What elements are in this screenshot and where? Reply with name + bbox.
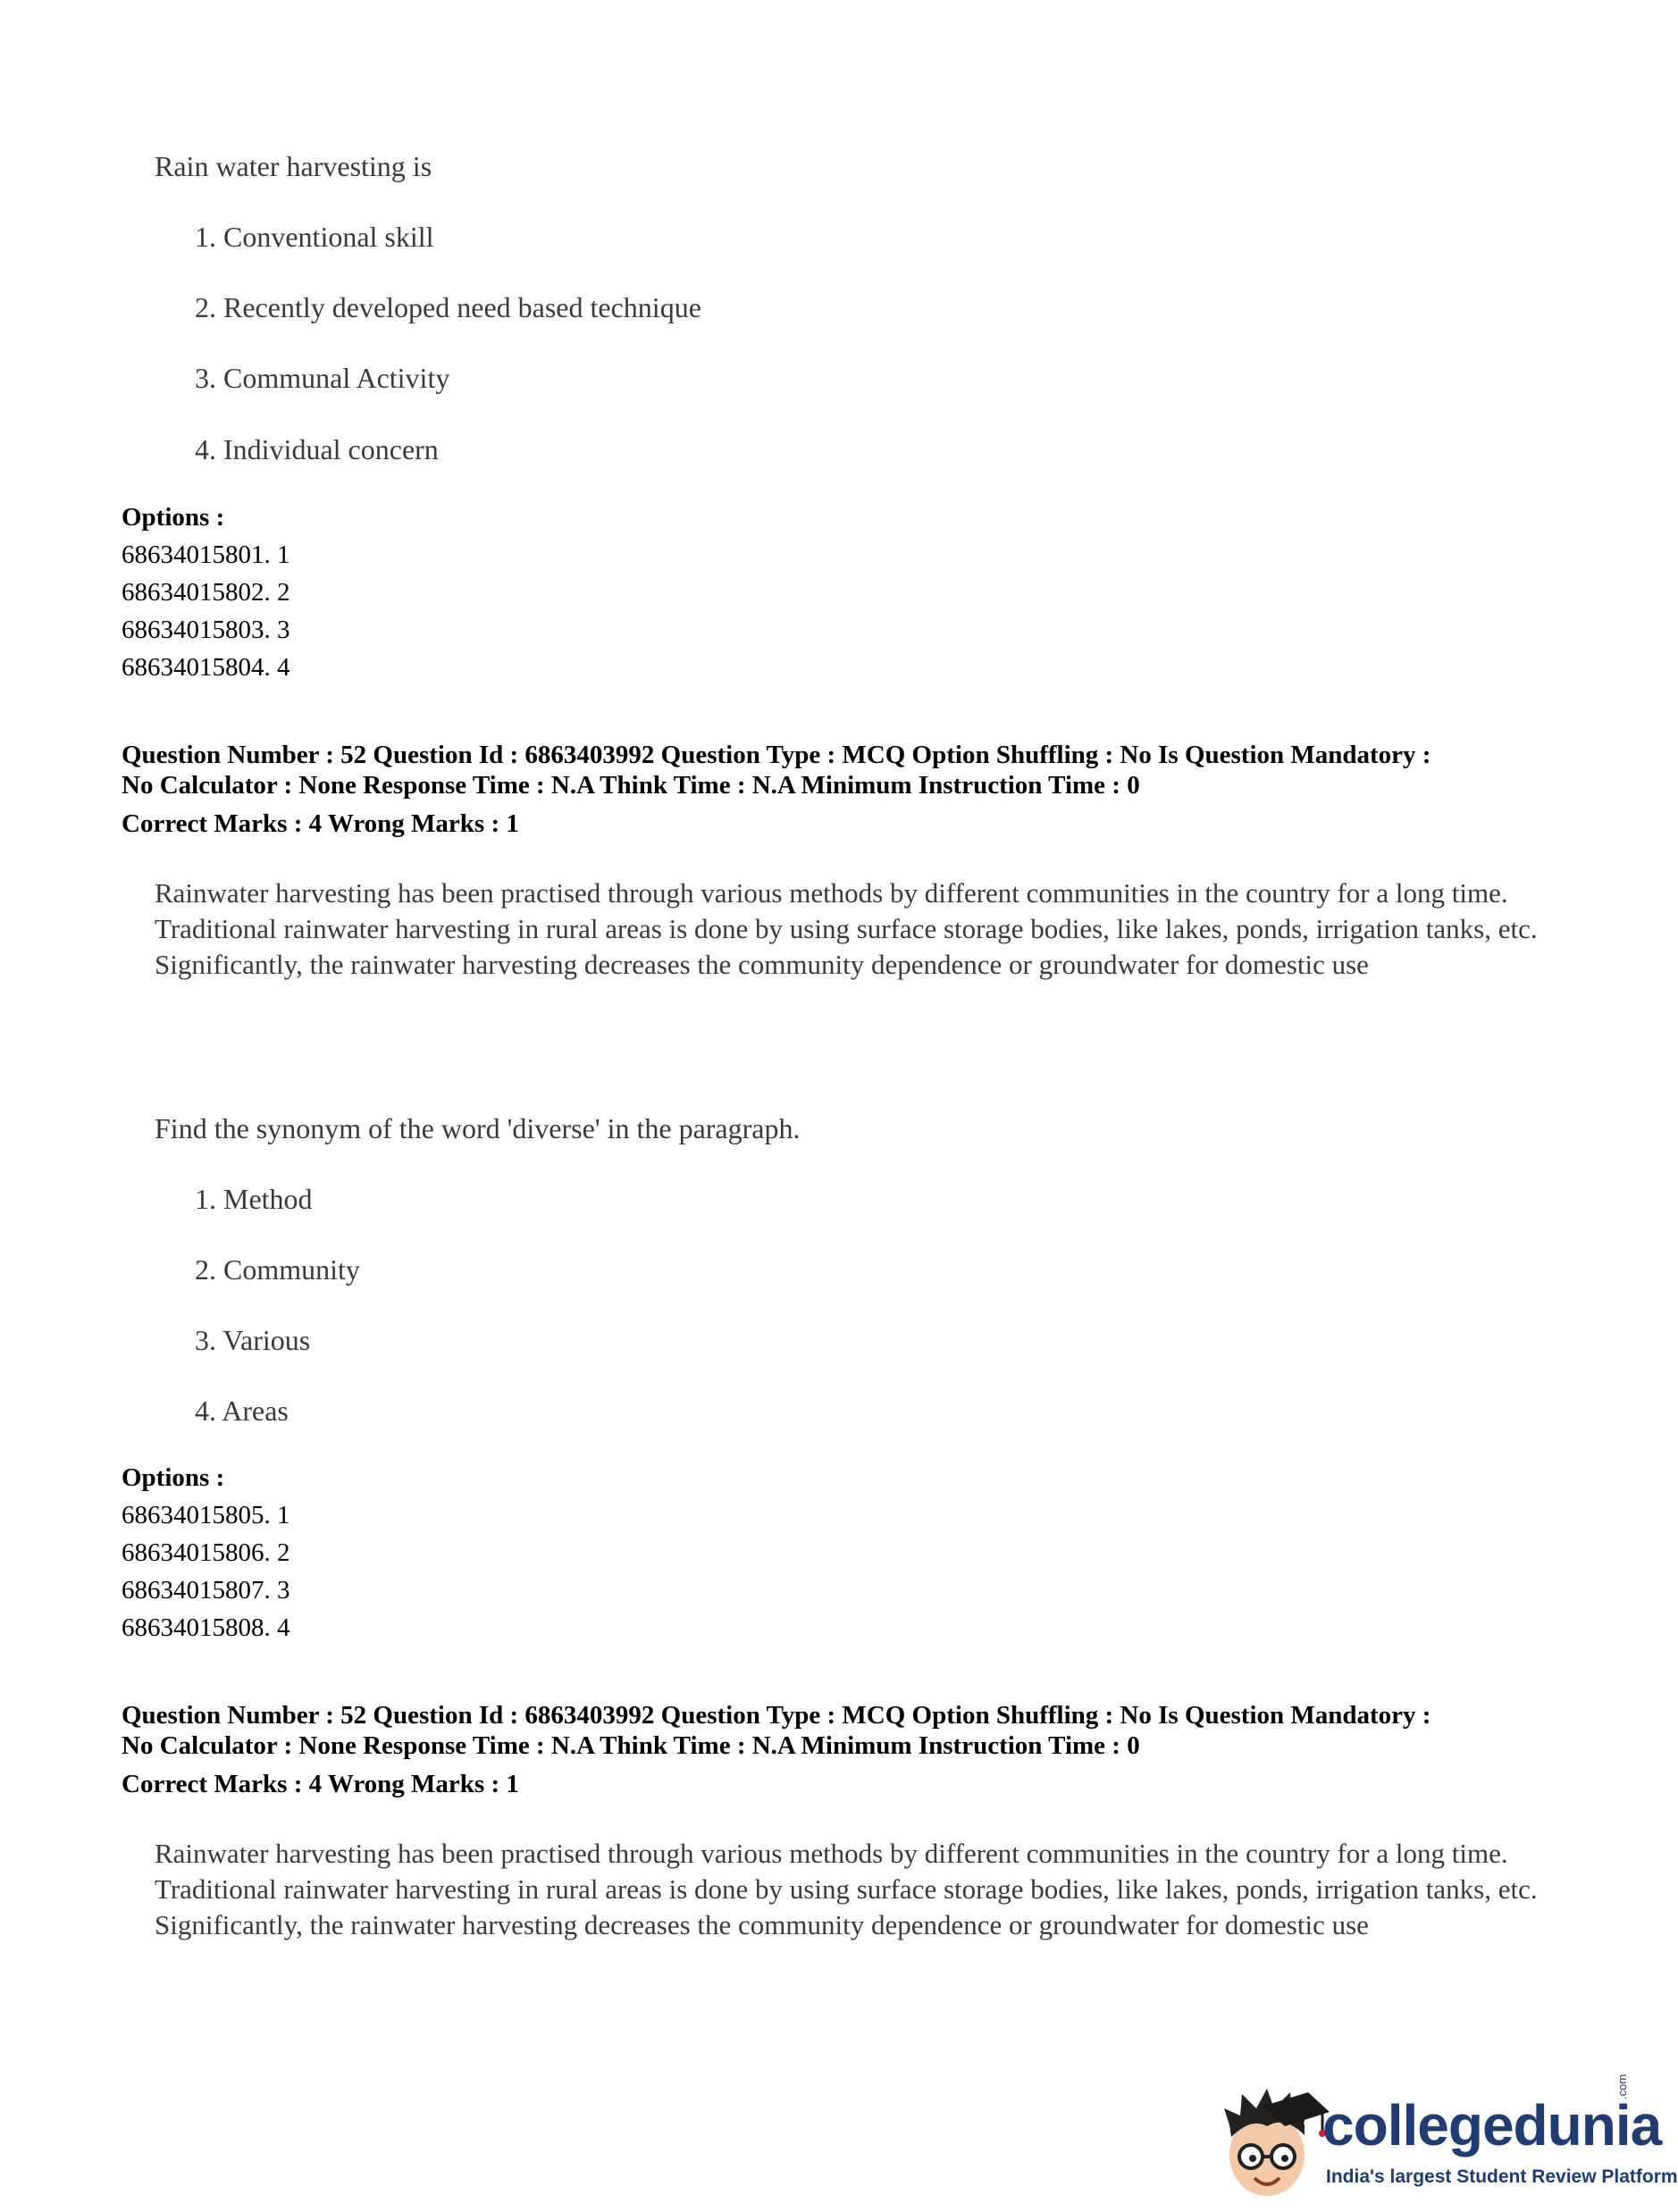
mascot-icon: [1215, 2082, 1331, 2207]
collegedunia-logo: [1215, 2074, 1678, 2207]
q1-option-3: 68634015803. 3: [122, 616, 290, 644]
q1-choice-2: 2. Recently developed need based technique: [195, 291, 701, 323]
q1-option-4: 68634015804. 4: [122, 653, 290, 682]
q1-choice-4: 4. Individual concern: [195, 433, 439, 465]
q3-marks: Correct Marks : 4 Wrong Marks : 1: [122, 1770, 519, 1798]
q1-choice-3: 3. Communal Activity: [195, 362, 450, 394]
q2-option-3: 68634015807. 3: [122, 1576, 290, 1605]
q3-meta-line-2: No Calculator : None Response Time : N.A Think Time : N.A Minimum Instruction Time : 0: [122, 1731, 1140, 1760]
q2-option-1: 68634015805. 1: [122, 1501, 290, 1529]
q1-options-label: Options :: [122, 503, 225, 532]
q2-choice-2: 2. Community: [195, 1253, 360, 1286]
q2-meta-line-2: No Calculator : None Response Time : N.A Think Time : N.A Minimum Instruction Time : 0: [122, 771, 1140, 800]
q2-option-2: 68634015806. 2: [122, 1538, 290, 1567]
q3-meta: [122, 1700, 1551, 1761]
q1-option-2: 68634015802. 2: [122, 578, 290, 607]
q2-choice-1: 1. Method: [195, 1183, 313, 1215]
q1-option-1: 68634015801. 1: [122, 540, 290, 569]
q1-stem: Rain water harvesting is: [155, 150, 432, 182]
q2-marks: Correct Marks : 4 Wrong Marks : 1: [122, 809, 519, 838]
q2-passage: Rainwater harvesting has been practised through various methods by different communities in the country for a long time. Traditional rainwater harvesting in rural areas is done by using surface storage bodies, like lakes, ponds, irrigation tanks, etc. Significantly, the rainwater harvesting decreases the community dependence or groundwater for domestic use: [155, 877, 1538, 980]
q2-meta: [122, 740, 1551, 800]
brand-tagline: India's largest Student Review Platform: [1326, 2166, 1678, 2187]
q2-meta-line-1: Question Number : 52 Question Id : 6863403992 Question Type : MCQ Option Shuffling : No Is Question Mandatory :: [122, 741, 1431, 769]
q2-choice-3: 3. Various: [195, 1324, 311, 1356]
q3-meta-line-1: Question Number : 52 Question Id : 6863403992 Question Type : MCQ Option Shuffling : No Is Question Mandatory :: [122, 1701, 1431, 1730]
q2-option-4: 68634015808. 4: [122, 1613, 290, 1642]
q1-choice-1: 1. Conventional skill: [195, 221, 434, 253]
q3-passage: Rainwater harvesting has been practised through various methods by different communities in the country for a long time. Traditional rainwater harvesting in rural areas is done by using surface storage bodies, like lakes, ponds, irrigation tanks, etc. Significantly, the rainwater harvesting decreases the community dependence or groundwater for domestic use: [155, 1838, 1538, 1940]
brand-name: collegedunia: [1322, 2093, 1662, 2158]
q2-choice-4: 4. Areas: [195, 1395, 289, 1427]
brand-suffix: .com: [1615, 2074, 1629, 2099]
q2-options-label: Options :: [122, 1463, 225, 1492]
q2-stem: Find the synonym of the word 'diverse' in the paragraph.: [155, 1112, 801, 1144]
